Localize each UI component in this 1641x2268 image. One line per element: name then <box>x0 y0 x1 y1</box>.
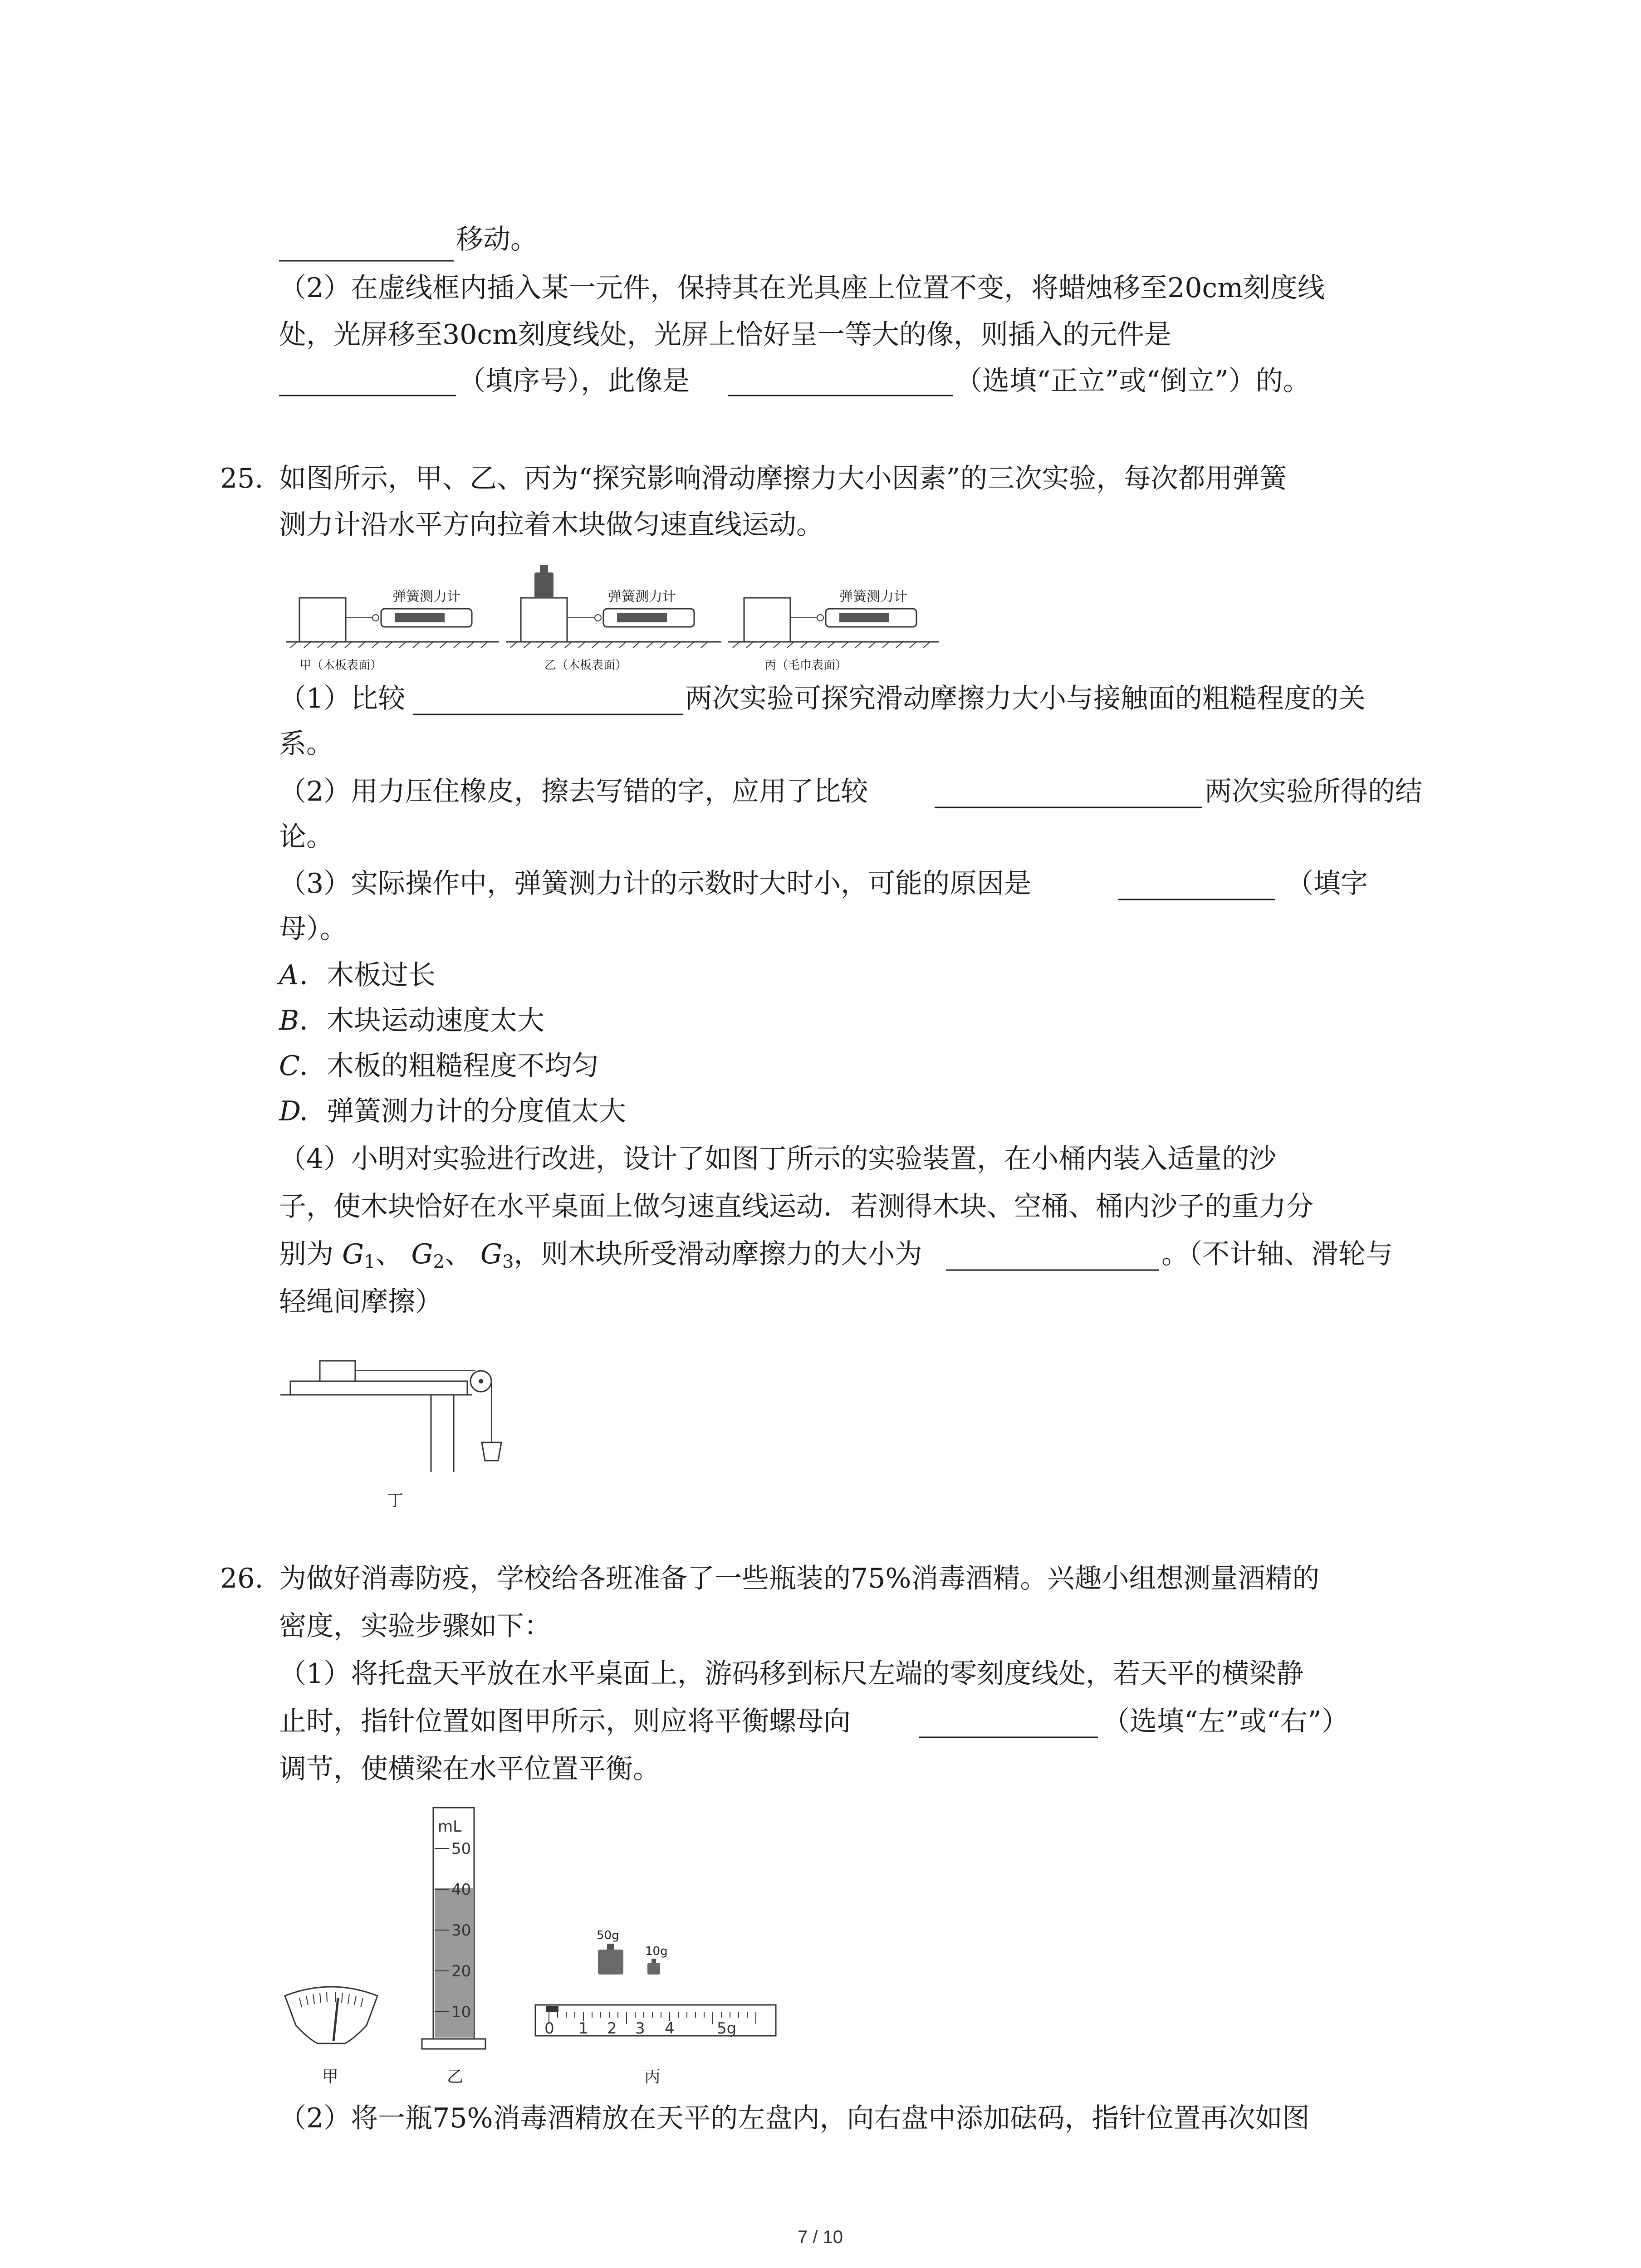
text-segment: 别为 <box>279 1238 333 1270</box>
pulley-axle <box>479 1379 483 1383</box>
math-subscript: 2 <box>433 1251 445 1272</box>
figure-caption: 乙（木板表面） <box>544 659 627 672</box>
figure-caption: 丁 <box>387 1491 404 1510</box>
option-a[interactable] <box>277 959 436 991</box>
text-line: 移动。 <box>456 224 538 255</box>
text-line: 密度，实验步骤如下： <box>279 1610 551 1642</box>
text-line: （选填“正立”或“倒立”）的。 <box>955 365 1310 397</box>
text-line: 。（不计轴、滑轮与 <box>1161 1238 1393 1270</box>
weight-label: 50g <box>597 1929 619 1942</box>
weight-label: 10g <box>645 1945 668 1958</box>
text-line: （3）实际操作中，弹簧测力计的示数时大时小，可能的原因是 <box>279 868 1032 899</box>
text-line: 轻绳间摩擦） <box>279 1286 442 1318</box>
option-c[interactable] <box>279 1050 599 1082</box>
text-line: （2）将一瓶75%消毒酒精放在天平的左盘内，向右盘中添加砝码，指针位置再次如图 <box>279 2102 1310 2134</box>
text-line: 如图所示，甲、乙、丙为“探究影响滑动摩擦力大小因素”的三次实验，每次都用弹簧 <box>279 463 1287 494</box>
text-line: 测力计沿水平方向拉着木块做匀速直线运动。 <box>279 509 823 541</box>
weight-10g <box>647 1963 660 1975</box>
math-subscript: 1 <box>364 1251 376 1272</box>
option-letter: C <box>279 1050 300 1082</box>
text-line: 子，使木块恰好在水平桌面上做匀速直线运动．若测得木块、空桶、桶内沙子的重力分 <box>279 1191 1313 1222</box>
page-number: 7 / 10 <box>797 2227 843 2247</box>
figure-caption: 丙 <box>644 2068 661 2086</box>
cylinder-tick-label: 50 <box>451 1840 471 1858</box>
scale-tick-label: 2 <box>607 2019 617 2038</box>
question-number: 26. <box>220 1563 264 1594</box>
option-text: ．木板的粗糙程度不均匀 <box>299 1050 599 1082</box>
cylinder-tick-label: 40 <box>451 1881 471 1899</box>
figure-caption: 甲（木板表面） <box>299 659 382 672</box>
option-d[interactable] <box>279 1095 626 1127</box>
scale-tick-label: 5g <box>717 2019 737 2038</box>
option-letter: A <box>279 959 299 991</box>
scale-tick-label: 0 <box>544 2019 554 2038</box>
scale-tick-label: 3 <box>635 2019 645 2038</box>
text-line: 止时，指针位置如图甲所示，则应将平衡螺母向 <box>279 1706 851 1737</box>
option-letter: D <box>279 1095 301 1127</box>
text-line: （1）将托盘天平放在水平桌面上，游码移到标尺左端的零刻度线处，若天平的横梁静 <box>279 1658 1304 1690</box>
cylinder-tick-label: 20 <box>451 1962 471 1980</box>
scale-tick-label: 4 <box>665 2019 675 2038</box>
text-line: 为做好消毒防疫，学校给各班准备了一些瓶装的75%消毒酒精。兴趣小组想测量酒精的 <box>279 1563 1320 1594</box>
text-line: 母）。 <box>279 913 347 945</box>
question-number: 25. <box>220 463 264 494</box>
scale-tick-label: 1 <box>578 2019 588 2038</box>
option-text: ．木块运动速度太大 <box>299 1005 544 1036</box>
cylinder-unit: mL <box>438 1818 462 1836</box>
weight-on-block <box>534 572 554 598</box>
option-text: ．弹簧测力计的分度值太大 <box>299 1095 626 1127</box>
text-line: （1）比较 <box>279 683 406 714</box>
weight-knob <box>652 1959 656 1963</box>
text-segment: ，则木块所受滑动摩擦力的大小为 <box>514 1238 922 1270</box>
math-subscript: 3 <box>502 1251 514 1272</box>
option-text: ．木板过长 <box>299 959 436 991</box>
text-line: （4）小明对实验进行改进，设计了如图丁所示的实验装置，在小桶内装入适量的沙 <box>279 1143 1277 1175</box>
math-separator: 、 <box>375 1238 403 1270</box>
spring-scale-label: 弹簧测力计 <box>392 589 460 605</box>
rider <box>546 2006 558 2012</box>
spring-scale-spring <box>617 613 667 622</box>
weight-knob <box>540 565 548 573</box>
text-line: （填字 <box>1286 868 1368 899</box>
text-line: 论。 <box>279 821 333 853</box>
figure-caption: 甲 <box>322 2068 339 2086</box>
text-line: （选填“左”或“右”） <box>1102 1706 1349 1737</box>
math-separator: 、 <box>444 1238 472 1270</box>
math-symbol: G <box>342 1238 364 1270</box>
text-line: 处，光屏移至30cm刻度线处，光屏上恰好呈一等大的像，则插入的元件是 <box>279 319 1171 351</box>
text-line: （填序号），此像是 <box>458 365 690 397</box>
option-b[interactable] <box>279 1005 544 1036</box>
cylinder-tick-label: 10 <box>451 2003 471 2021</box>
figure-caption: 乙 <box>447 2068 464 2086</box>
math-symbol: G <box>480 1238 502 1270</box>
text-line: 系。 <box>279 728 333 760</box>
option-letter: B <box>279 1005 299 1036</box>
text-line: 调节，使横梁在水平位置平衡。 <box>279 1753 660 1785</box>
math-symbol: G <box>411 1238 433 1270</box>
weight-knob <box>607 1944 614 1950</box>
spring-scale-spring <box>395 613 445 622</box>
figure-caption: 丙（毛巾表面） <box>764 659 847 672</box>
text-line: 两次实验可探究滑动摩擦力大小与接触面的粗糙程度的关 <box>685 683 1366 714</box>
spring-scale-spring <box>839 613 889 622</box>
text-line <box>279 1238 922 1272</box>
text-line: （2）在虚线框内插入某一元件，保持其在光具座上位置不变，将蜡烛移至20cm刻度线 <box>279 272 1325 304</box>
spring-scale-label: 弹簧测力计 <box>608 589 676 605</box>
weight-50g <box>598 1950 623 1975</box>
text-line: （2）用力压住橡皮，擦去写错的字，应用了比较 <box>279 776 868 807</box>
spring-scale-label: 弹簧测力计 <box>839 589 907 605</box>
text-line: 两次实验所得的结 <box>1205 776 1422 807</box>
cylinder-tick-label: 30 <box>451 1921 471 1940</box>
